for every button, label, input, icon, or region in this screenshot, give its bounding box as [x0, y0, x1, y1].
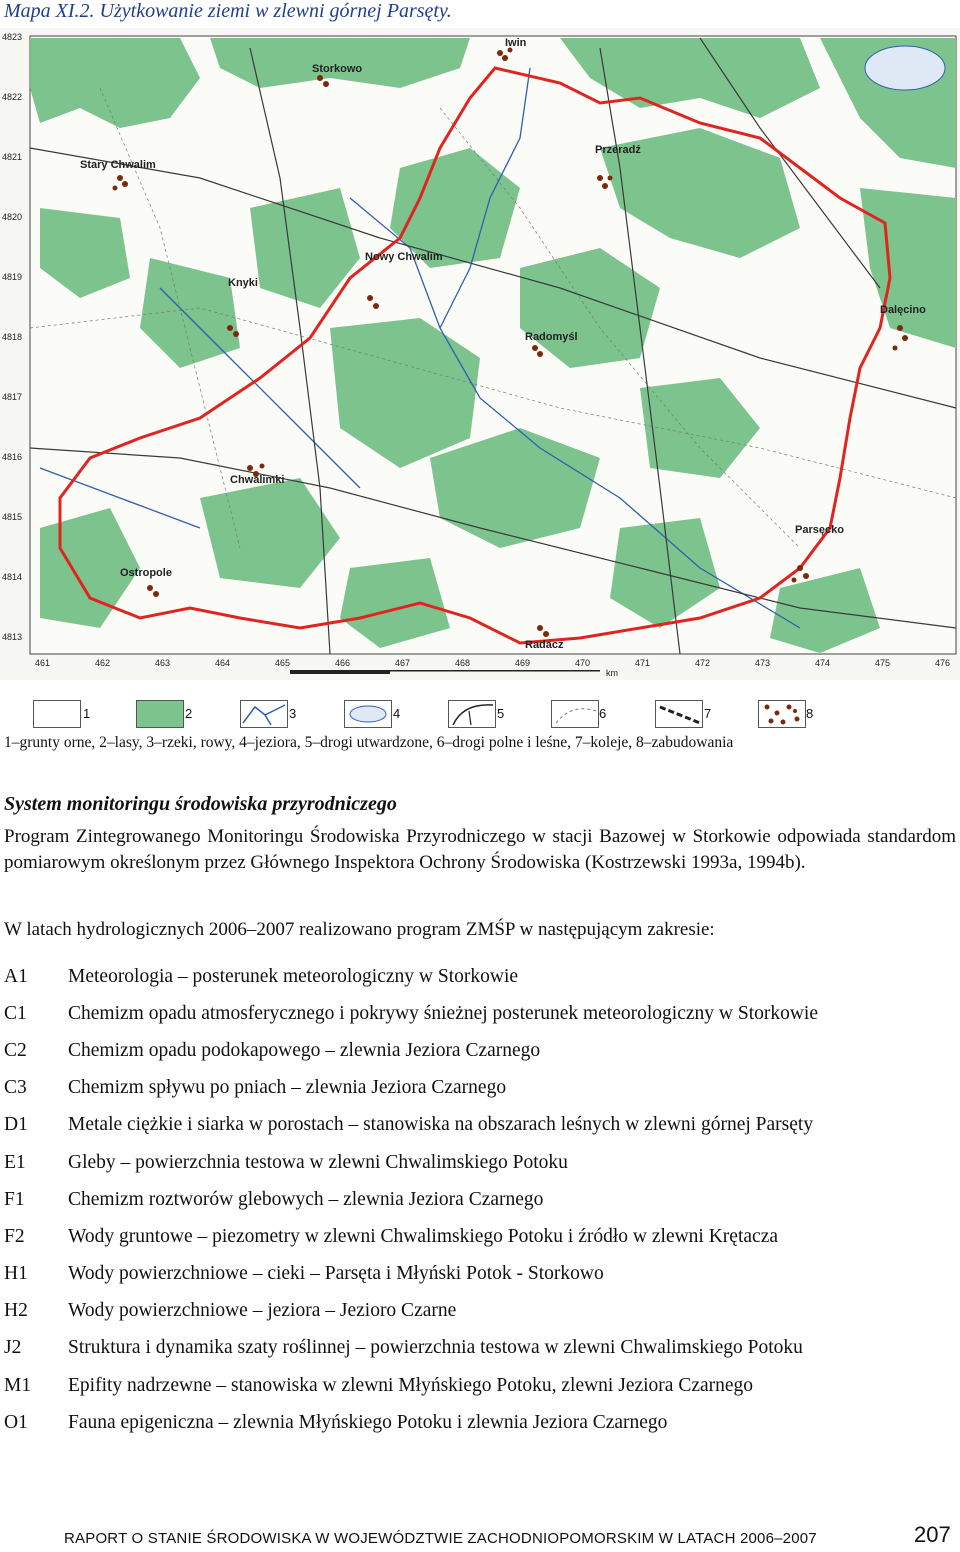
program-desc: Struktura i dynamika szaty roślinnej – powierzchnia testowa w zlewni Chwalimskiego Potoku [68, 1337, 803, 1359]
svg-text:4821: 4821 [2, 152, 23, 162]
program-desc: Chemizm roztworów glebowych – zlewnia Jeziora Czarnego [68, 1188, 544, 1210]
svg-text:465: 465 [275, 658, 291, 668]
program-item [4, 1107, 956, 1144]
svg-text:461: 461 [35, 658, 51, 668]
legend-paved-road-icon [448, 700, 496, 728]
legend-number: 8 [806, 706, 814, 721]
program-desc: Meteorologia – posterunek meteorologiczny w Storkowie [68, 965, 519, 987]
legend-number: 4 [393, 706, 401, 721]
town-label: Radomyśl [525, 331, 578, 343]
svg-text:468: 468 [455, 658, 471, 668]
legend-number: 3 [289, 706, 297, 721]
svg-text:4814: 4814 [2, 572, 23, 582]
town-label: Stary Chwalim [80, 159, 156, 171]
svg-text:473: 473 [755, 658, 771, 668]
legend-dirt-road-icon [551, 700, 599, 728]
legend-arable-icon [33, 700, 81, 728]
svg-text:463: 463 [155, 658, 171, 668]
svg-text:4813: 4813 [2, 632, 23, 642]
program-desc: Wody powierzchniowe – jeziora – Jezioro Czarne [68, 1300, 457, 1322]
town-label: Ostropole [120, 567, 172, 579]
program-code: A1 [4, 965, 28, 987]
program-code: C1 [4, 1002, 27, 1024]
program-item [4, 1367, 956, 1404]
town-label: Chwalimki [230, 474, 285, 486]
svg-text:466: 466 [335, 658, 351, 668]
town-label: Iwin [505, 37, 527, 49]
program-item [4, 1181, 956, 1218]
map-legend [0, 700, 960, 734]
section-title: System monitoringu środowiska przyrodniczego [4, 793, 397, 815]
page-footer: RAPORT O STANIE ŚRODOWISKA W WOJEWÓDZTWIE ZACHODNIOPOMORSKIM W LATACH 2006–2007 [64, 1530, 817, 1547]
program-item [4, 1070, 956, 1107]
svg-text:4823: 4823 [2, 32, 23, 42]
program-item [4, 995, 956, 1032]
program-desc: Epifity nadrzewne – stanowiska w zlewni Młyńskiego Potoku, zlewni Jeziora Czarnego [68, 1374, 754, 1396]
lake-wielatowo [865, 46, 945, 90]
svg-text:4820: 4820 [2, 212, 23, 222]
town-label: Dalęcino [880, 304, 926, 316]
legend-description: 1–grunty orne, 2–lasy, 3–rzeki, rowy, 4–jeziora, 5–drogi utwardzone, 6–drogi polne i leśne, 7–koleje, 8–zabudowania [4, 734, 734, 751]
legend-lake-icon [344, 700, 392, 728]
program-code: H1 [4, 1263, 28, 1285]
svg-text:4816: 4816 [2, 452, 23, 462]
svg-text:km: km [606, 668, 618, 678]
svg-text:4818: 4818 [2, 332, 23, 342]
paragraph-intro: Program Zintegrowanego Monitoringu Środowiska Przyrodniczego w stacji Bazowej w Storkowie odpowiada standardom pomiarowym określonym przez Głównego Inspektora Ochrony Środowiska (Kostrzewski 1993a, 1994b). [4, 826, 956, 873]
legend-river-icon [240, 700, 288, 728]
svg-text:464: 464 [215, 658, 231, 668]
town-label: Radacz [525, 639, 564, 651]
program-code: F2 [4, 1225, 25, 1247]
program-desc: Fauna epigeniczna – zlewnia Młyńskiego Potoku i zlewnia Jeziora Czarnego [68, 1411, 668, 1433]
program-code: C3 [4, 1077, 27, 1099]
program-item [4, 1144, 956, 1181]
svg-text:4815: 4815 [2, 512, 23, 522]
program-item [4, 1330, 956, 1367]
program-desc: Wody gruntowe – piezometry w zlewni Chwalimskiego Potoku i źródło w zlewni Krętacza [68, 1225, 778, 1247]
program-item [4, 1218, 956, 1255]
svg-text:4822: 4822 [2, 92, 23, 102]
svg-text:471: 471 [635, 658, 651, 668]
legend-number: 6 [599, 706, 607, 721]
program-list [4, 958, 956, 1441]
svg-text:474: 474 [815, 658, 831, 668]
program-code: H2 [4, 1300, 28, 1322]
town-label: Przeradź [595, 144, 641, 156]
program-desc: Chemizm opadu podokapowego – zlewnia Jeziora Czarnego [68, 1039, 541, 1061]
program-code: J2 [4, 1337, 22, 1359]
legend-railway-icon [655, 700, 703, 728]
legend-number: 7 [704, 706, 712, 721]
svg-text:4819: 4819 [2, 272, 23, 282]
town-label: Nowy Chwalim [365, 251, 443, 263]
town-label: Knyki [228, 277, 258, 289]
program-desc: Chemizm spływu po pniach – zlewnia Jeziora Czarnego [68, 1077, 507, 1099]
program-desc: Chemizm opadu atmosferycznego i pokrywy śnieżnej posterunek meteorologiczny w Storkowie [68, 1002, 819, 1024]
svg-text:467: 467 [395, 658, 411, 668]
program-item [4, 958, 956, 995]
map-caption: Mapa XI.2. Użytkowanie ziemi w zlewni górnej Parsęty. [4, 0, 452, 22]
legend-number: 5 [497, 706, 505, 721]
legend-number: 1 [83, 706, 91, 721]
program-item [4, 1032, 956, 1069]
program-item [4, 1293, 956, 1330]
svg-text:472: 472 [695, 658, 711, 668]
legend-forest-icon [136, 700, 184, 728]
svg-text:475: 475 [875, 658, 891, 668]
paragraph-scope: W latach hydrologicznych 2006–2007 realizowano program ZMŚP w następującym zakresie: [4, 919, 715, 940]
program-code: F1 [4, 1188, 25, 1210]
program-desc: Metale ciężkie i siarka w porostach – stanowiska na obszarach leśnych w zlewni górnej Parsęty [68, 1114, 814, 1136]
land-use-map [0, 28, 960, 680]
program-code: M1 [4, 1374, 32, 1396]
svg-text:476: 476 [935, 658, 951, 668]
svg-text:462: 462 [95, 658, 111, 668]
program-code: C2 [4, 1039, 27, 1061]
program-desc: Gleby – powierzchnia testowa w zlewni Chwalimskiego Potoku [68, 1151, 568, 1173]
svg-text:470: 470 [575, 658, 591, 668]
svg-text:469: 469 [515, 658, 531, 668]
program-code: E1 [4, 1151, 26, 1173]
legend-number: 2 [185, 706, 193, 721]
program-code: D1 [4, 1114, 28, 1136]
legend-buildings-icon [758, 700, 806, 728]
page-number: 207 [914, 1522, 951, 1547]
town-label: Parsęcko [795, 524, 844, 536]
program-desc: Wody powierzchniowe – cieki – Parsęta i Młyński Potok - Storkowo [68, 1263, 604, 1285]
program-item [4, 1404, 956, 1441]
program-item [4, 1256, 956, 1293]
town-label: Storkowo [312, 63, 363, 75]
svg-text:4817: 4817 [2, 392, 23, 402]
program-code: O1 [4, 1411, 28, 1433]
